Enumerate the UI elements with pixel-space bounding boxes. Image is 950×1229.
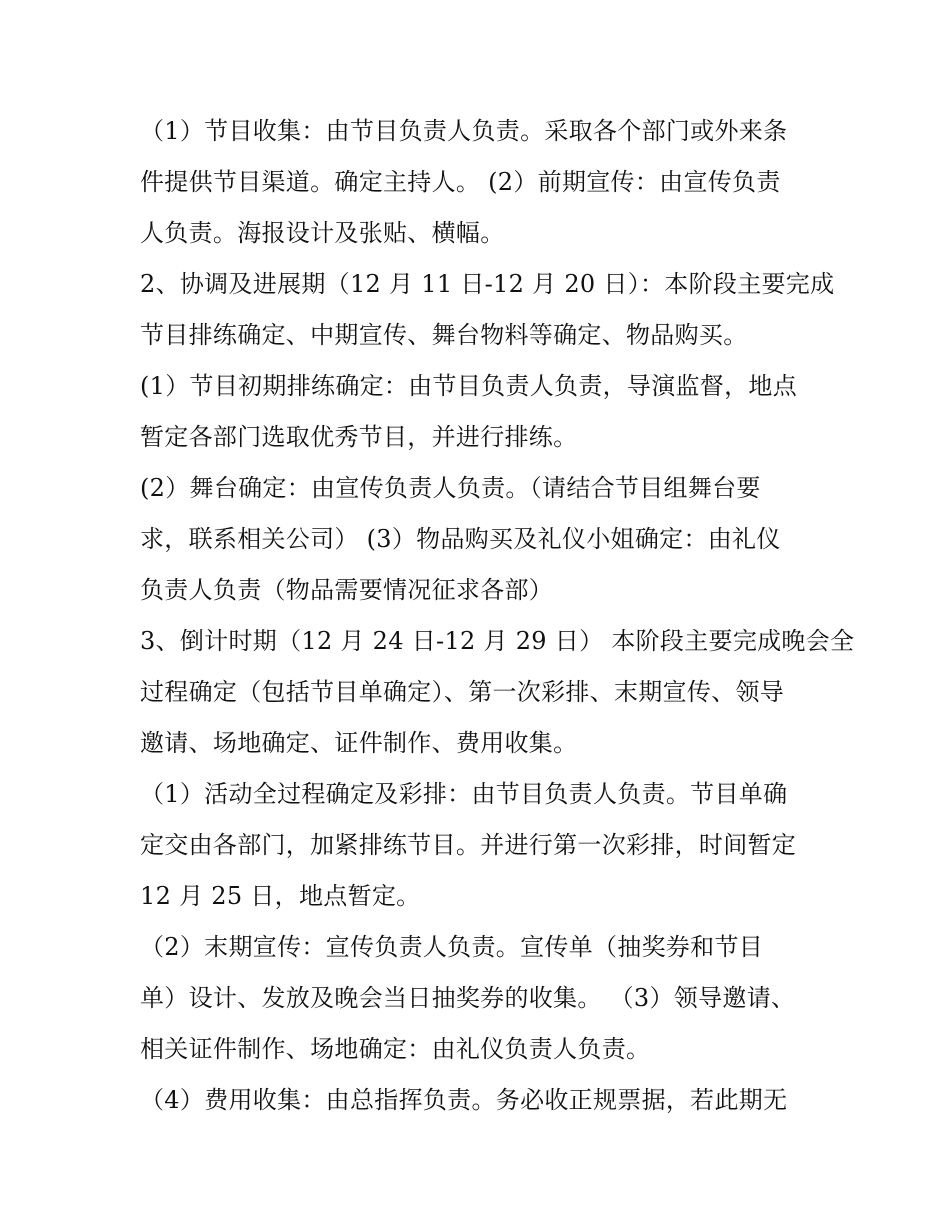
text-line: （1）节目收集：由节目负责人负责。采取各个部门或外来条 <box>140 117 788 145</box>
text-line: 求，联系相关公司） (3）物品购买及礼仪小姐确定：由礼仪 <box>140 525 781 553</box>
text-line: 邀请、场地确定、证件制作、费用收集。 <box>140 729 578 757</box>
text-line: 相关证件制作、场地确定：由礼仪负责人负责。 <box>140 1035 651 1063</box>
text-line: 件提供节目渠道。确定主持人。 (2）前期宣传：由宣传负责 <box>140 168 781 196</box>
text-line: 12 月 25 日，地点暂定。 <box>140 882 421 910</box>
text-line: 2、协调及进展期（12 月 11 日-12 月 20 日）：本阶段主要完成 <box>140 270 835 298</box>
text-line: 3、倒计时期（12 月 24 日-12 月 29 日） 本阶段主要完成晚会全 <box>140 627 855 655</box>
text-line: 定交由各部门，加紧排练节目。并进行第一次彩排，时间暂定 <box>140 831 797 859</box>
text-line: 人负责。海报设计及张贴、横幅。 <box>140 219 505 247</box>
text-line: （4）费用收集：由总指挥负责。务必收正规票据，若此期无 <box>140 1086 788 1114</box>
text-line: 负责人负责（物品需要情况征求各部） <box>140 576 554 604</box>
text-line: (1）节目初期排练确定：由节目负责人负责，导演监督，地点 <box>140 372 798 400</box>
text-line: （2）末期宣传：宣传负责人负责。宣传单（抽奖券和节目 <box>140 933 764 961</box>
text-line: 节目排练确定、中期宣传、舞台物料等确定、物品购买。 <box>140 321 748 349</box>
text-line: 单）设计、发放及晚会当日抽奖券的收集。 （3）领导邀请、 <box>140 984 796 1012</box>
text-line: (2）舞台确定：由宣传负责人负责。（请结合节目组舞台要 <box>140 474 761 502</box>
text-line: 暂定各部门选取优秀节目，并进行排练。 <box>140 423 578 451</box>
text-line: （1）活动全过程确定及彩排：由节目负责人负责。节目单确 <box>140 780 788 808</box>
text-line: 过程确定（包括节目单确定）、第一次彩排、末期宣传、领导 <box>140 678 785 706</box>
